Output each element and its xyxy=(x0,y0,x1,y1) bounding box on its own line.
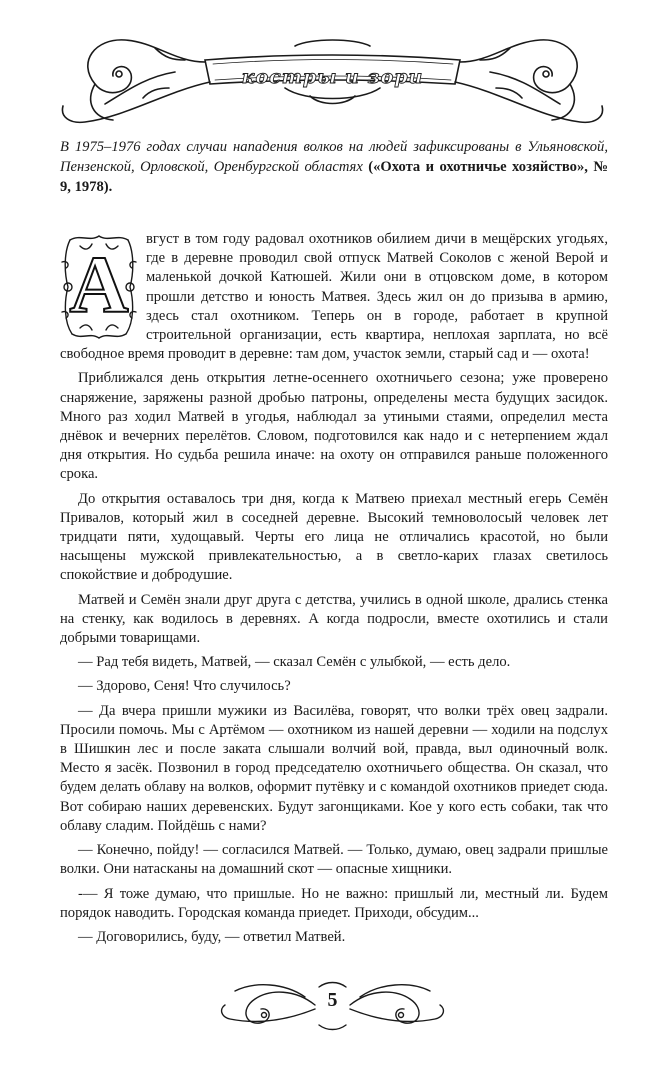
epigraph-source: («Охота и охотничье хозяйство», № 9, 1978). xyxy=(60,159,608,195)
header-ornament xyxy=(55,22,610,130)
paragraph: вгуст в том году радовал охотников обилием дичи в мещёрских угодьях, где в деревне проводил свой отпуск Матвей Соколов с женой Верой и маленькой дочкой Катюшей. Жили они в отцовском доме, в котором прошли детство и юность Матвея. Здесь жил он до призыва в армию, здесь стал охотником. Теперь он в городе, работает в крупной строительной организации, есть квартира, неплохая зарплата, но всё свободное время проводит в деревне: там дом, участок земли, старый сад и — охота! xyxy=(60,231,608,363)
epigraph-text: В 1975–1976 годах случаи нападения волков на людей зафиксированы в Ульяновской, Пензенской, Орловской, Оренбургской областях xyxy=(60,139,608,175)
chapter-body xyxy=(60,230,608,952)
dialogue-line: — Договорились, буду, — ответил Матвей. xyxy=(78,928,346,945)
page-number: 5 xyxy=(327,989,338,1011)
dialogue-line: — Здорово, Сеня! Что случилось? xyxy=(78,678,291,695)
footer-ornament xyxy=(215,975,450,1035)
running-title: костры и зори xyxy=(241,66,424,88)
paragraph: До открытия оставалось три дня, когда к Матвею приехал местный егерь Семён Привалов, который жил в соседней деревне. Высокий темноволосый человек лет тридцати пяти, худощавый. Черты его лица не отличались красотой, но были насыщены мужской привлекательностью, а в светло-карих глазах светилось спокойствие и добродушие. xyxy=(60,490,608,584)
paragraph: Матвей и Семён знали друг друга с детства, учились в одной школе, дрались стенка на стенку, как водилось в деревнях. А когда подросли, вместе охотились и стали добрыми товарищами. xyxy=(60,591,608,647)
epigraph xyxy=(60,137,608,197)
dialogue-line: — Рад тебя видеть, Матвей, — сказал Семён с улыбкой, — есть дело. xyxy=(78,654,511,671)
paragraph: Приближался день открытия летне-осеннего охотничьего сезона; уже проверено снаряжение, заряжены разной дробью патроны, определены места будущих засидок. Много раз ходил Матвей в угодья, наблюдал за утиными стаями, определил места днёвок и вечерних перелётов. Словом, подготовился как надо и с нетерпением ждал дня открытия. Но судьба решила иначе: на охоту он отправился раньше положенного срока. xyxy=(60,370,608,483)
drop-cap-letter: А xyxy=(69,239,129,330)
dialogue-line: -— Я тоже думаю, что пришлые. Но не важно: пришлый ли, местный ли. Будем порядок наводить. Городская команда приедет. Приходи, обсудим... xyxy=(60,885,608,921)
drop-cap xyxy=(60,232,138,342)
dialogue-line: — Да вчера пришли мужики из Василёва, говорят, что волки трёх овец задрали. Просили помочь. Мы с Артёмом — охотником из нашей деревни — ходили на подслух в Шишкин лес и после заката слышали волчий вой, правда, выл одиночный волк. Место я засёк. Позвонил в город председателю охотничьего общества. Он сказал, что будем делать облаву на волков, оформит путёвку и с командой охотников приедет сюда. Вот собираю наших деревенских. Будут загонщиками. Кое у кого есть собаки, так что облаву сладим. Пойдёшь с нами? xyxy=(60,702,608,834)
dialogue-line: — Конечно, пойду! — согласился Матвей. — Только, думаю, овец задрали пришлые волки. Они натасканы на домашний скот — опасные хищники. xyxy=(60,842,608,878)
